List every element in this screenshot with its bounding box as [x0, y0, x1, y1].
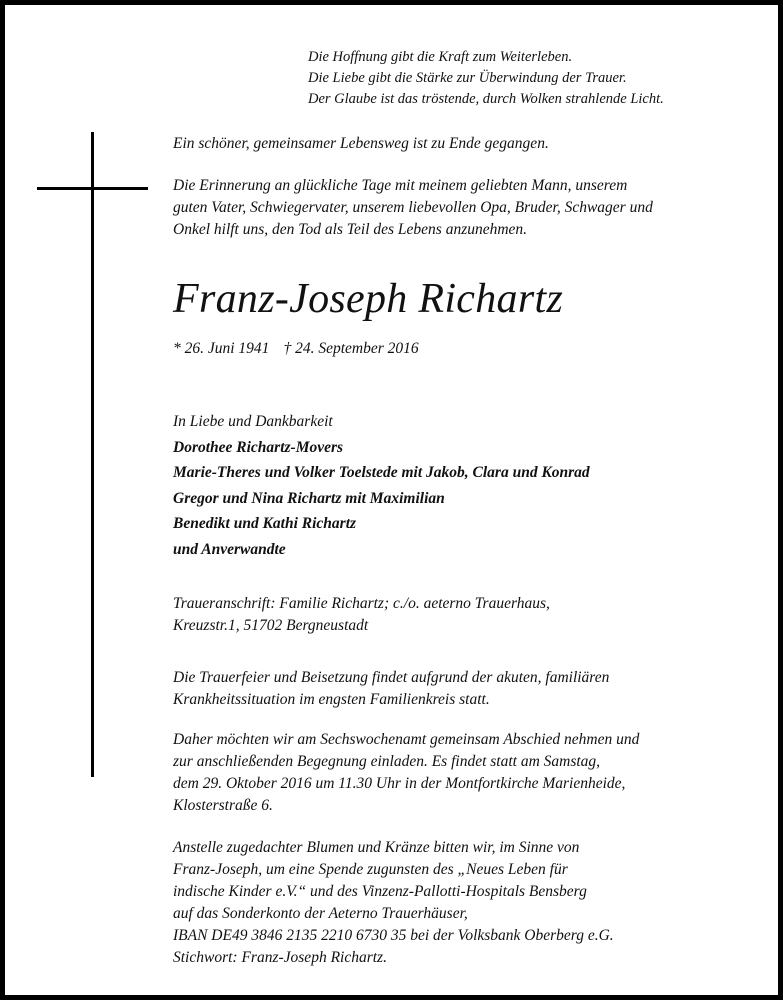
mourning-address: [173, 593, 773, 637]
mourner-name: Dorothee Richartz-Movers: [173, 438, 344, 456]
farewell-line: Daher möchten wir am Sechswochenamt gemeinsam Abschied nehmen und: [173, 731, 640, 748]
birth-date: * 26. Juni 1941: [173, 340, 270, 357]
farewell-line: zur anschließenden Begegnung einladen. Es findet statt am Samstag,: [173, 753, 601, 770]
memory-paragraph: [173, 175, 773, 241]
ceremony-line: Krankheitssituation im engsten Familienkreis statt.: [173, 691, 490, 708]
motto-line: Die Hoffnung gibt die Kraft zum Weiterleben.: [308, 49, 573, 65]
mourner-name: Gregor und Nina Richartz mit Maximilian: [173, 489, 445, 507]
motto-verse: [308, 47, 768, 110]
address-line: Traueranschrift: Familie Richartz; c./o. aeterno Trauerhaus,: [173, 595, 550, 612]
mourner-name: und Anverwandte: [173, 540, 286, 558]
address-line: Kreuzstr.1, 51702 Bergneustadt: [173, 617, 369, 634]
cross-icon-horizontal-bar: [37, 187, 148, 190]
mourners-block: [173, 409, 773, 562]
farewell-line: dem 29. Oktober 2016 um 11.30 Uhr in der Montfortkirche Marienheide,: [173, 775, 626, 792]
death-date: † 24. September 2016: [283, 340, 419, 357]
farewell-line: Klosterstraße 6.: [173, 797, 273, 814]
ceremony-paragraph: [173, 667, 773, 711]
donation-line: auf das Sonderkonto der Aeterno Trauerhäuser,: [173, 905, 468, 922]
donation-paragraph: [173, 837, 773, 969]
memory-line: Onkel hilft uns, den Tod als Teil des Lebens anzunehmen.: [173, 221, 528, 238]
deceased-name: Franz-Joseph Richartz: [173, 276, 564, 322]
donation-line: IBAN DE49 3846 2135 2210 6730 35 bei der Volksbank Oberberg e.G.: [173, 927, 614, 944]
donation-line: Stichwort: Franz-Joseph Richartz.: [173, 949, 387, 966]
memory-line: Die Erinnerung an glückliche Tage mit meinem geliebten Mann, unserem: [173, 177, 628, 194]
intro-text: [173, 133, 773, 155]
donation-line: indische Kinder e.V.“ und des Vinzenz-Pallotti-Hospitals Bensberg: [173, 883, 587, 900]
intro-line: Ein schöner, gemeinsamer Lebensweg ist zu Ende gegangen.: [173, 135, 549, 152]
mourner-name: Marie-Theres und Volker Toelstede mit Jakob, Clara und Konrad: [173, 464, 590, 481]
cross-icon-vertical-bar: [91, 132, 94, 777]
farewell-paragraph: [173, 729, 773, 817]
memory-line: guten Vater, Schwiegervater, unserem liebevollen Opa, Bruder, Schwager und: [173, 199, 653, 216]
donation-line: Franz-Joseph, um eine Spende zugunsten des „Neues Leben für: [173, 861, 568, 878]
life-dates: [173, 338, 419, 360]
ceremony-line: Die Trauerfeier und Beisetzung findet aufgrund der akuten, familiären: [173, 669, 610, 686]
mourner-name: Benedikt und Kathi Richartz: [173, 515, 357, 532]
mourners-intro: In Liebe und Dankbarkeit: [173, 413, 333, 430]
donation-line: Anstelle zugedachter Blumen und Kränze bitten wir, im Sinne von: [173, 839, 580, 856]
motto-line: Die Liebe gibt die Stärke zur Überwindung der Trauer.: [308, 70, 627, 86]
motto-line: Der Glaube ist das tröstende, durch Wolken strahlende Licht.: [308, 91, 664, 107]
